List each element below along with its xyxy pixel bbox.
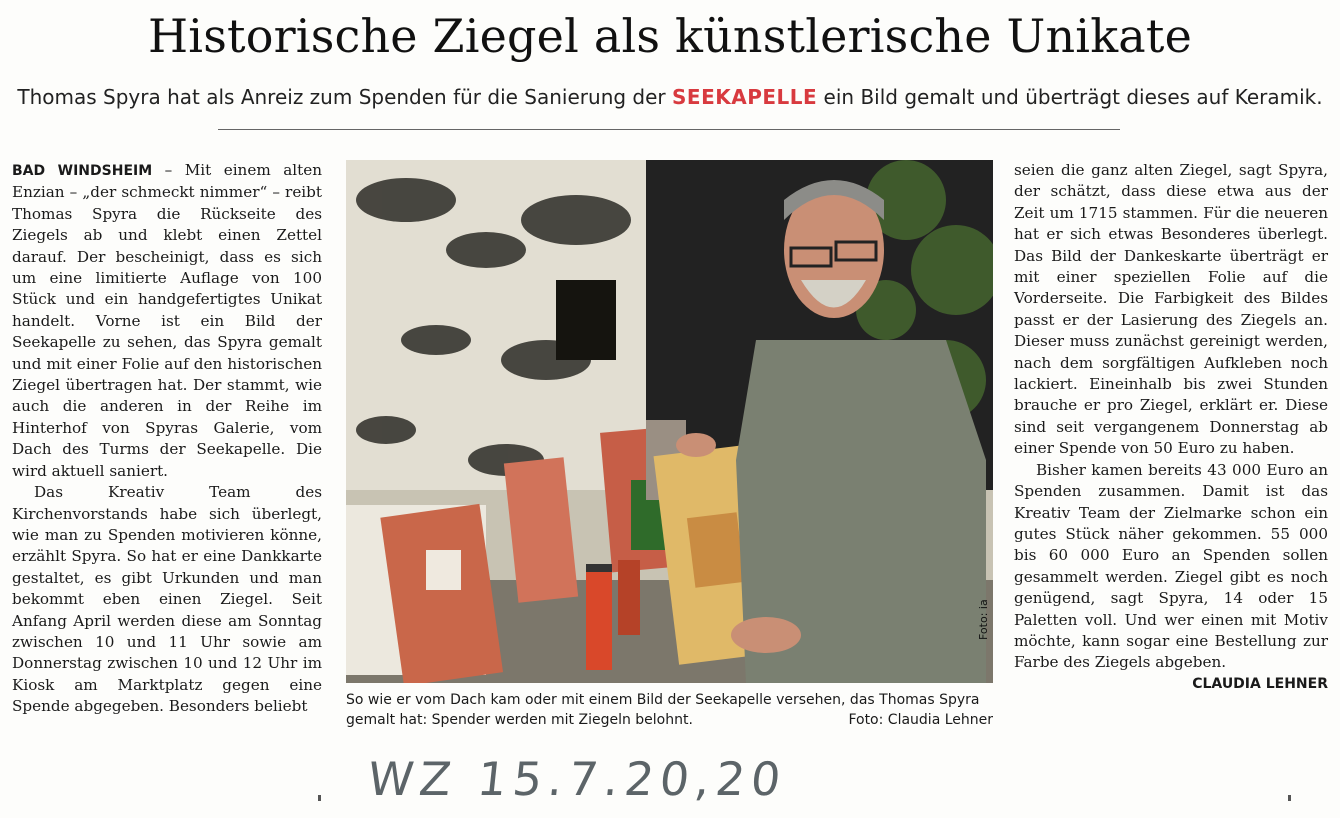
subline-text-start: Thomas Spyra hat als Anreiz zum Spenden für die Sanierung der [17,85,672,109]
paragraph [12,160,322,482]
subline-accent: SEEKAPELLE [672,85,818,109]
paragraph-text: Bisher kamen bereits 43 000 Euro an Spenden zusammen. Damit ist das Kreativ Team der Zielmarke schon ein gutes Stück näher gekommen. 55 000 bis 60 000 Euro an Spenden sollen gesammelt werden. Ziegel gibt es noch genügend, sagt Spyra, 14 oder 15 Paletten voll. Und wer einen mit Motiv möchte, kann sogar eine Bestellung zur Farbe des Ziegels abgeben. [1014,460,1328,672]
paragraph: seien die ganz alten Ziegel, sagt Spyra, der schätzt, dass diese etwa aus der Zeit um 1715 stammen. Für die neueren hat er sich etwas Besonderes überlegt. Das Bild der Dankeskarte überträgt er mit einer speziellen Folie auf die Vorderseite. Die Farbigkeit des Bildes passt er der Lasierung des Ziegels an. Dieser muss zunächst gereinigt werden, nach dem sorgfältigen Aufkleben noch lackiert. Eineinhalb bis zwei Stunden brauche er pro Ziegel, erklärt er. Diese sind seit vergangenem Donnerstag ab einer Spende von 50 Euro zu haben. [1014,161,1328,458]
caption-text: So wie er vom Dach kam oder mit einem Bild der Seekapelle versehen, das Thomas Spyra gemalt hat: Spender werden mit Ziegeln belohnt. [346,692,980,728]
author-byline: CLAUDIA LEHNER [1192,675,1328,692]
caption-credit: Foto: Claudia Lehner [848,712,993,728]
subheadline [0,82,1340,112]
dateline: BAD WINDSHEIM [12,163,153,179]
paragraph [1014,460,1328,692]
headline: Historische Ziegel als künstlerische Unikate [147,9,1193,63]
headline-rule [218,129,1120,130]
photo-illustration [346,160,993,683]
handwritten-date-note: WZ 15.7.20,20 [365,752,790,806]
article-photo [346,160,993,683]
photo-credit-vertical: Foto: ia [977,599,990,640]
paragraph: Das Kreativ Team des Kirchenvorstands habe sich überlegt, wie man zu Spenden motivieren könne, erzählt Spyra. So hat er eine Dankkarte gestaltet, es gibt Urkunden und man bekommt eben einen Ziegel. Seit Anfang April werden diese am Sonntag zwischen 10 und 11 Uhr sowie am Donnerstag zwischen 10 und 12 Uhr im Kiosk am Marktplatz gegen eine Spende abgegeben. Besonders beliebt [12,483,322,716]
article-column-right [1014,160,1328,695]
paragraph-text: – Mit einem alten Enzian – „der schmeckt nimmer“ – reibt Thomas Spyra die Rückseite des Ziegels ab und klebt einen Zettel darauf. Der bescheinigt, dass es sich um eine limitierte Auflage von 100 Stück und ein handgefertigtes Unikat handelt. Vorne ist ein Bild der Seekapelle zu sehen, das Spyra gemalt und mit einer Folie auf den historischen Ziegel übertragen hat. Der stammt, wie auch die anderen in der Reihe im Hinterhof von Spyras Galerie, vom Dach des Turms der Seekapelle. Die wird aktuell saniert. [12,161,322,480]
scan-mark [318,795,321,801]
photo-caption [346,690,993,730]
article-column-left [12,160,322,718]
subline-text-end: ein Bild gemalt und überträgt dieses auf Keramik. [817,85,1323,109]
scan-mark [1288,795,1291,801]
